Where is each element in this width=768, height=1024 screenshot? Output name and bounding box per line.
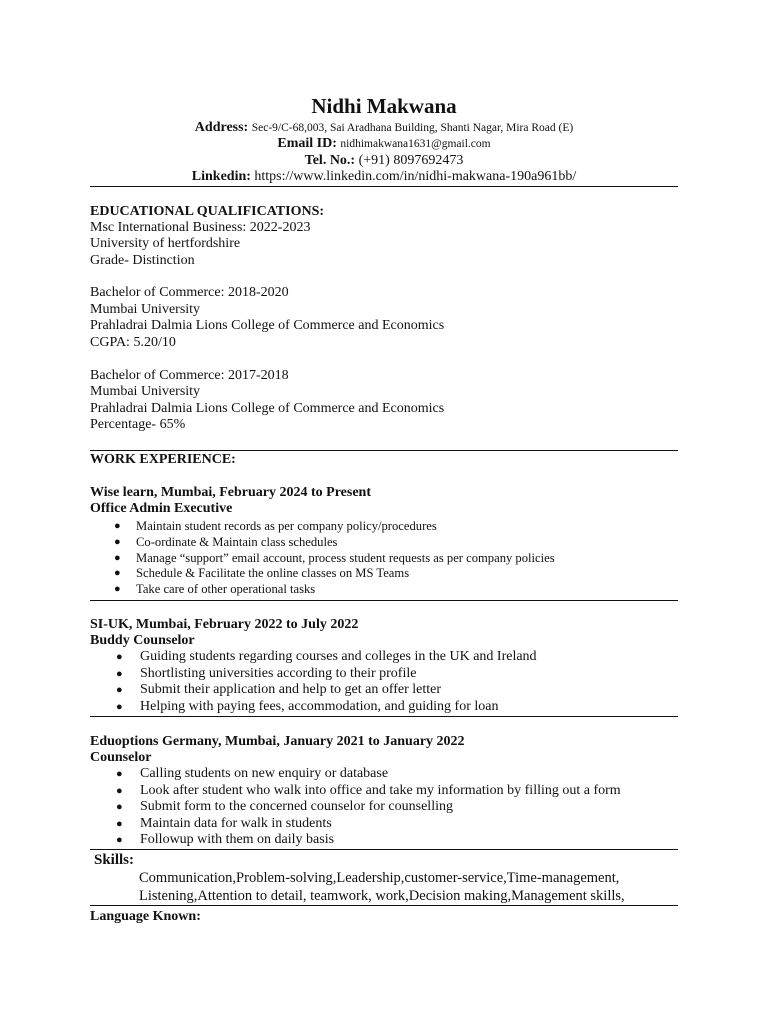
divider [90,849,678,850]
skills-heading: Skills: [94,852,135,868]
education-line: Bachelor of Commerce: 2018-2020 [90,285,289,300]
education-line: CGPA: 5.20/10 [90,335,176,350]
skills-line: Communication,Problem-solving,Leadership,customer-service,Time-management, [139,870,620,886]
education-line: Prahladrai Dalmia Lions College of Commerce and Economics [90,318,445,333]
bullet-icon: ● [116,700,123,713]
bullet-icon: ● [116,684,123,697]
phone-line [0,153,768,169]
tel-label: Tel. No.: [304,153,356,168]
job-bullets [90,649,537,715]
candidate-name: Nidhi Makwana [311,94,457,118]
education-line: Mumbai University [90,384,201,399]
list-item: ● Take care of other operational tasks [114,582,316,597]
bullet-icon: ● [114,551,121,564]
list-item: ● Calling students on new enquiry or database [116,766,389,781]
job-role: Counselor [90,750,152,765]
job-title-line: SI-UK, Mumbai, February 2022 to July 2022 [90,617,359,632]
job-role: Buddy Counselor [90,633,195,648]
divider [90,186,678,187]
address-value: Sec-9/C-68,003, Sai Aradhana Building, Shanti Nagar, Mira Road (E) [251,122,574,134]
bullet-icon: ● [114,535,121,548]
bullet-icon: ● [116,801,123,814]
education-line: Grade- Distinction [90,253,195,268]
education-heading: EDUCATIONAL QUALIFICATIONS: [90,204,325,219]
list-item: ● Guiding students regarding courses and colleges in the UK and Ireland [116,649,537,664]
list-item: ● Maintain student records as per company policy/procedures [114,519,437,533]
bullet-icon: ● [116,834,123,847]
bullet-icon: ● [116,667,123,680]
education-line: Bachelor of Commerce: 2017-2018 [90,368,289,383]
job-bullets [90,766,621,849]
list-item: ● Look after student who walk into office and take my information by filling out a form [116,782,621,798]
bullet-icon: ● [114,583,121,596]
divider [90,450,678,451]
tel-value: (+91) 8097692473 [358,153,464,168]
bullet-icon: ● [114,520,121,532]
list-item: ● Submit their application and help to get an offer letter [116,682,442,698]
list-item: ● Manage “support” email account, process student requests as per company policies [114,550,555,565]
linkedin-label: Linkedin: [191,169,251,184]
linkedin-line [0,169,768,185]
linkedin-value[interactable]: https://www.linkedin.com/in/nidhi-makwana-190a961bb/ [254,169,577,184]
bullet-icon: ● [116,768,123,780]
divider [90,905,678,906]
divider [90,716,678,717]
language-heading: Language Known: [90,909,201,924]
education-line: Mumbai University [90,302,201,317]
bullet-icon: ● [116,651,123,663]
list-item: ● Co-ordinate & Maintain class schedules [114,534,338,549]
list-item: ● Maintain data for walk in students [116,815,332,831]
list-item: ● Schedule & Facilitate the online classes on MS Teams [114,566,410,581]
education-line: Msc International Business: 2022-2023 [90,220,311,235]
bullet-icon: ● [116,784,123,797]
address-label: Address: [194,120,249,135]
education-line: University of hertfordshire [90,236,241,251]
work-heading: WORK EXPERIENCE: [90,452,236,467]
bullet-icon: ● [116,817,123,830]
job-bullets [90,519,555,598]
divider [90,600,678,601]
bullet-icon: ● [114,567,121,580]
list-item: ● Followup with them on daily basis [116,832,335,848]
address-line [0,120,768,136]
job-title-line: Wise learn, Mumbai, February 2024 to Present [90,485,372,500]
list-item: ● Shortlisting universities according to their profile [116,665,417,681]
job-title-line: Eduoptions Germany, Mumbai, January 2021 to January 2022 [90,734,465,749]
email-value[interactable]: nidhimakwana1631@gmail.com [340,138,491,150]
skills-line: Listening,Attention to detail, teamwork, work,Decision making,Management skills, [139,888,625,904]
education-line: Prahladrai Dalmia Lions College of Commerce and Economics [90,401,445,416]
education-line: Percentage- 65% [90,417,186,432]
email-label: Email ID: [277,136,337,151]
list-item: ● Submit form to the concerned counselor for counselling [116,799,453,815]
job-role: Office Admin Executive [90,501,233,516]
list-item: ● Helping with paying fees, accommodation, and guiding for loan [116,698,499,714]
email-line [0,136,768,152]
